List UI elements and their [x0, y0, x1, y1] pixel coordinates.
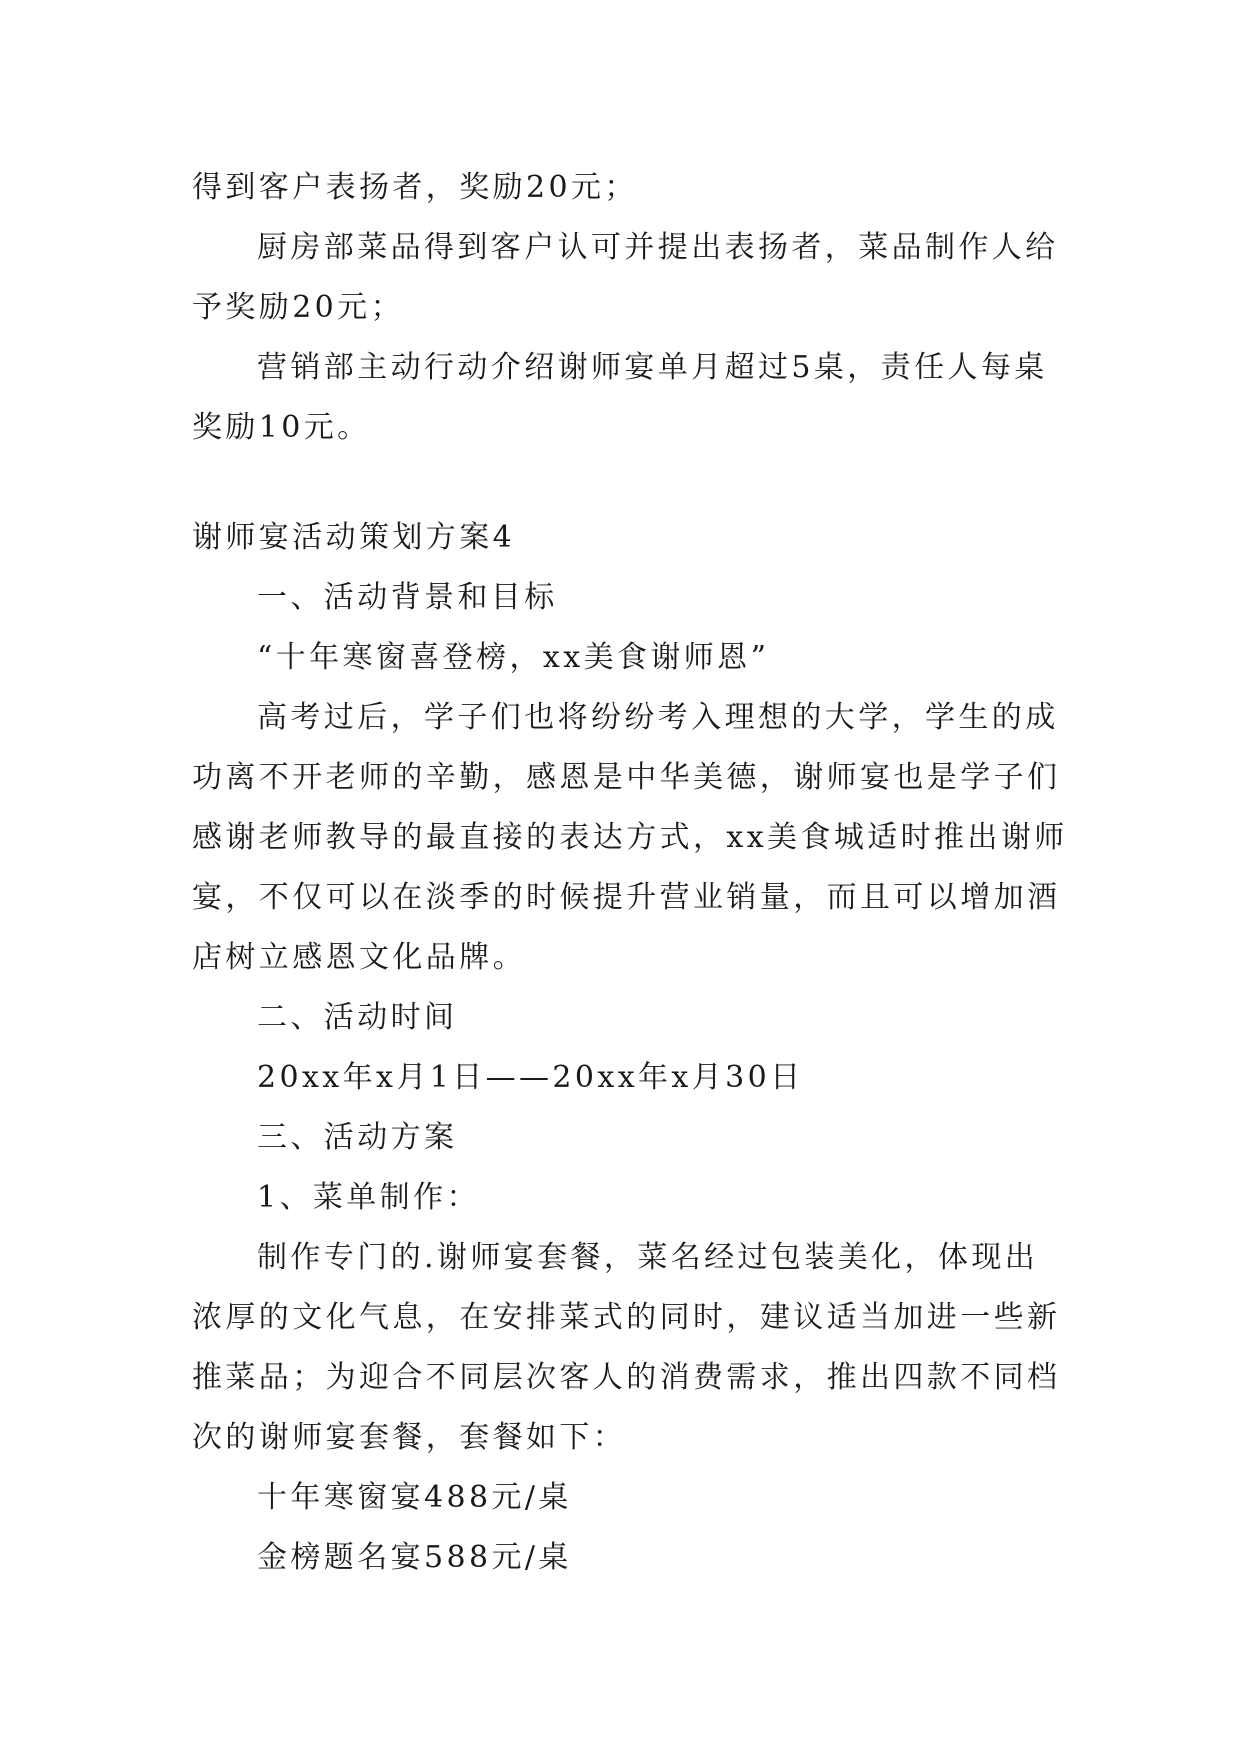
paragraph-line: 功离不开老师的辛勤，感恩是中华美德，谢师宴也是学子们: [192, 760, 1061, 795]
date-range: 20xx年x月1日——20xx年x月30日: [257, 1060, 804, 1095]
paragraph-line: 感谢老师教导的最直接的表达方式，xx美食城适时推出谢师: [192, 820, 1068, 855]
section-title: 谢师宴活动策划方案4: [192, 520, 516, 555]
paragraph-line: 营销部主动行动介绍谢师宴单月超过5桌，责任人每桌: [257, 350, 1048, 385]
paragraph-line: 浓厚的文化气息，在安排菜式的同时，建议适当加进一些新: [192, 1300, 1061, 1335]
menu-package-item: 十年寒窗宴488元/桌: [257, 1480, 572, 1515]
paragraph-line: 次的谢师宴套餐，套餐如下：: [192, 1420, 627, 1455]
paragraph-line: 高考过后，学子们也将纷纷考入理想的大学，学生的成: [257, 700, 1059, 735]
heading-time: 二、活动时间: [257, 1000, 458, 1035]
subheading-menu: 1、菜单制作：: [257, 1180, 480, 1215]
menu-package-item: 金榜题名宴588元/桌: [257, 1540, 572, 1575]
paragraph-line: 得到客户表扬者，奖励20元；: [192, 170, 638, 205]
paragraph-line: 奖励10元。: [192, 410, 371, 445]
paragraph-line: 厨房部菜品得到客户认可并提出表扬者，菜品制作人给: [257, 230, 1059, 265]
paragraph-line: 制作专门的.谢师宴套餐，菜名经过包装美化，体现出: [257, 1240, 1039, 1275]
slogan-line: “十年寒窗喜登榜，xx美食谢师恩”: [257, 640, 770, 675]
paragraph-line: 予奖励20元；: [192, 290, 404, 325]
document-page: [192, 158, 1068, 1588]
heading-background: 一、活动背景和目标: [257, 580, 558, 615]
paragraph-line: 店树立感恩文化品牌。: [192, 940, 526, 975]
paragraph-line: 推菜品；为迎合不同层次客人的消费需求，推出四款不同档: [192, 1360, 1061, 1395]
paragraph-line: 宴，不仅可以在淡季的时候提升营业销量，而且可以增加酒: [192, 880, 1061, 915]
heading-plan: 三、活动方案: [257, 1120, 458, 1155]
section-gap: [192, 458, 1052, 508]
